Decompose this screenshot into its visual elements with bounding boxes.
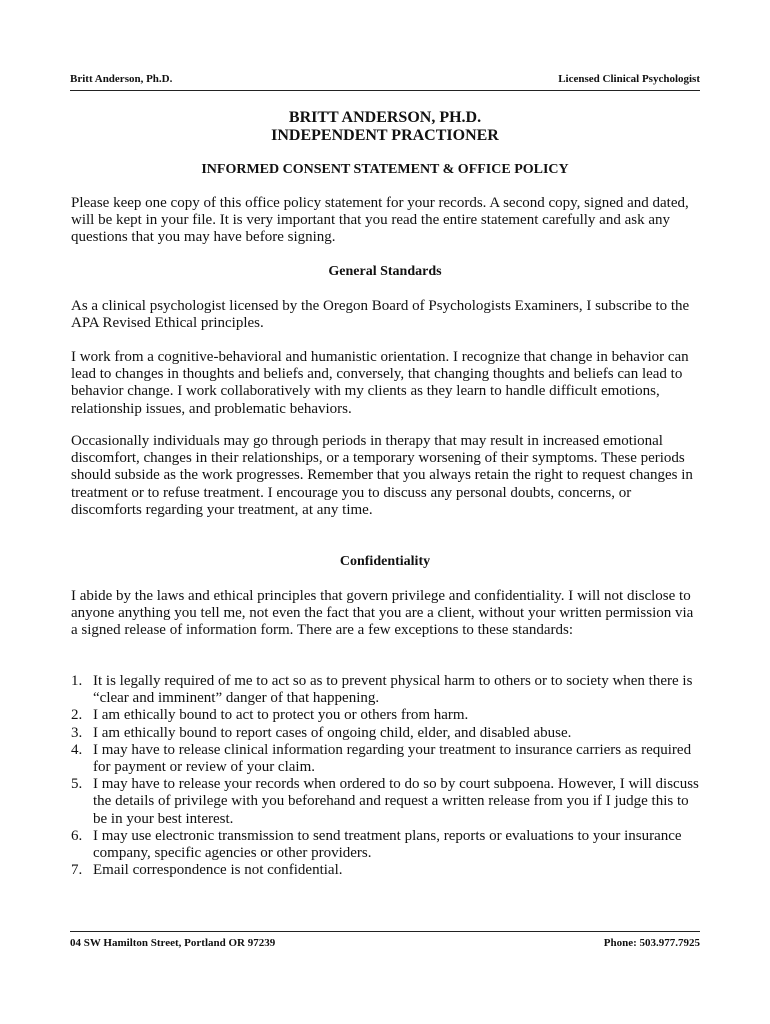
list-item [71,742,701,776]
list-item [71,828,701,862]
general-standards-heading: General Standards [328,264,442,279]
list-item [71,673,701,707]
list-number: 6. [71,827,83,844]
document-title: BRITT ANDERSON, PH.D. [288,109,482,126]
page-header [70,73,700,91]
document-title-role: INDEPENDENT PRACTIONER [271,127,499,144]
list-item [71,725,701,742]
footer-address: 04 SW Hamilton Street, Portland OR 97239 [70,937,276,949]
list-item-text: I may have to release clinical information regarding your treatment to insurance carriers as required for payment or review of your claim. [93,741,692,776]
list-number: 7. [71,862,83,879]
list-item-text: I am ethically bound to report cases of ongoing child, elder, and disabled abuse. [93,724,572,741]
list-item-text: Email correspondence is not confidential. [93,862,343,879]
list-number: 3. [71,724,83,741]
confidentiality-paragraph: I abide by the laws and ethical principles that govern privilege and confidentiality. I will not disclose to anyone anything you tell me, not even the fact that you are a client, without your written permission via a signed release of information form. There are a few exceptions to these standards: [71,588,694,639]
list-number: 2. [71,707,83,724]
header-name: Britt Anderson, Ph.D. [70,73,173,85]
document-subtitle: INFORMED CONSENT STATEMENT & OFFICE POLICY [201,162,569,177]
list-number: 5. [71,776,83,793]
list-item-text: I may have to release your records when ordered to do so by court subpoena. However, I will discuss the details of privilege with you beforehand and request a written release from you if I judge this to be in your best interest. [93,776,699,827]
list-item [71,707,701,724]
list-item-text: It is legally required of me to act so as to prevent physical harm to others or to society when there is “clear and imminent” danger of that happening. [93,673,693,707]
standards-paragraph: As a clinical psychologist licensed by the Oregon Board of Psychologists Examiners, I subscribe to the APA Revised Ethical principles. [71,298,690,332]
confidentiality-heading: Confidentiality [339,554,431,569]
list-item-text: I may use electronic transmission to send treatment plans, reports or evaluations to your insurance company, specific agencies or other providers. [93,827,682,862]
standards-paragraph: I work from a cognitive-behavioral and humanistic orientation. I recognize that change in behavior can lead to changes in thoughts and beliefs and, conversely, that changing thoughts and beliefs can lead to behavior change. I work collaboratively with my clients as they learn to handle difficult emotions, relationship issues, and problematic behaviors. [71,349,689,417]
header-credential: Licensed Clinical Psychologist [558,73,700,85]
list-number: 1. [71,673,83,689]
list-item [71,776,701,828]
page-footer [70,931,700,952]
confidentiality-exceptions-list [71,673,701,879]
list-item-text: I am ethically bound to act to protect you or others from harm. [93,707,469,724]
footer-phone: Phone: 503.977.7925 [603,937,700,949]
intro-paragraph: Please keep one copy of this office policy statement for your records. A second copy, signed and dated, will be kept in your file. It is very important that you read the entire statement carefully and ask any questions that you may have before signing. [71,195,689,246]
list-item [71,862,701,879]
list-number: 4. [71,741,83,758]
standards-paragraph: Occasionally individuals may go through periods in therapy that may result in increased emotional discomfort, changes in their relationships, or a temporary worsening of their symptoms. These periods should subside as the work progresses. Remember that you always retain the right to request changes in treatment or to refuse treatment. I encourage you to discuss any personal doubts, concerns, or discomforts regarding your treatment, at any time. [71,433,693,518]
